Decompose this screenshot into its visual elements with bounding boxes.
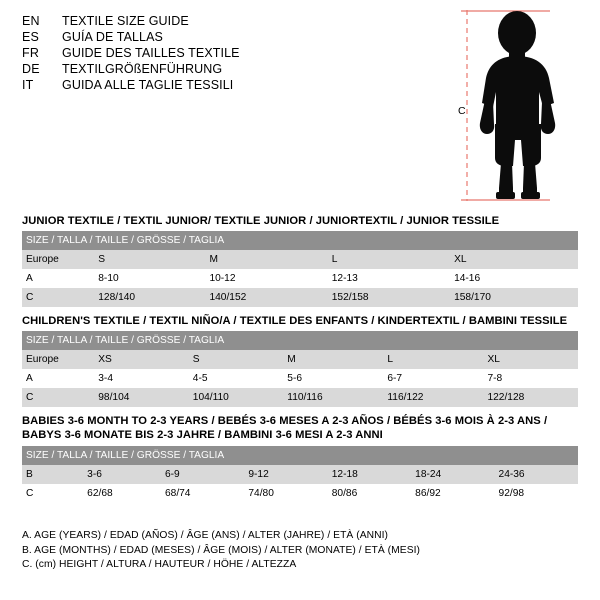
- table-cell: 8-10: [94, 269, 205, 288]
- table-cell: A: [22, 369, 94, 388]
- table-row: [22, 484, 578, 503]
- table-cell: 3-6: [83, 465, 161, 484]
- section-junior-textile: [22, 215, 578, 307]
- table-cell: 68/74: [161, 484, 244, 503]
- language-title: GUÍA DE TALLAS: [62, 30, 163, 44]
- table-cell: M: [205, 250, 327, 269]
- table-cell: 122/128: [483, 388, 578, 407]
- child-body-silhouette: [480, 11, 555, 199]
- legend-note: A. AGE (YEARS) / EDAD (AÑOS) / ÂGE (ANS) / ALTER (JAHRE) / ETÀ (ANNI): [22, 530, 388, 541]
- language-title: GUIDE DES TAILLES TEXTILE: [62, 46, 240, 60]
- table-cell: M: [283, 350, 383, 369]
- language-title: TEXTILGRÖßENFÜHRUNG: [62, 62, 223, 76]
- language-row: [22, 30, 452, 44]
- language-code: IT: [22, 78, 34, 92]
- table-cell: A: [22, 269, 94, 288]
- table-cell: 10-12: [205, 269, 327, 288]
- table-row: [22, 369, 578, 388]
- children-size-table: [22, 331, 578, 407]
- section-title: CHILDREN'S TEXTILE / TEXTIL NIÑO/A / TEXTILE DES ENFANTS / KINDERTEXTIL / BAMBINI TESSILE: [22, 315, 568, 327]
- section-title: BABIES 3-6 MONTH TO 2-3 YEARS / BEBÉS 3-6 MESES A 2-3 AÑOS / BÉBÉS 3-6 MOIS À 2-3 ANS / BABYS 3-6 MONATE BIS 2-3 JAHRE / BAMBINI 3-6 MESI A 2-3 ANNI: [22, 415, 548, 441]
- table-cell: 86/92: [411, 484, 494, 503]
- table-cell: 152/158: [328, 288, 450, 307]
- table-cell: 14-16: [450, 269, 578, 288]
- junior-size-table: [22, 231, 578, 307]
- table-cell: 74/80: [244, 484, 327, 503]
- language-code: DE: [22, 62, 40, 76]
- table-cell: 158/170: [450, 288, 578, 307]
- table-cell: 24-36: [495, 465, 578, 484]
- table-cell: S: [189, 350, 284, 369]
- language-header: [22, 14, 452, 94]
- table-row: [22, 465, 578, 484]
- table-cell: 5-6: [283, 369, 383, 388]
- table-cell: 92/98: [495, 484, 578, 503]
- legend-note: B. AGE (MONTHS) / EDAD (MESES) / ÂGE (MOIS) / ALTER (MONATE) / ETÀ (MESI): [22, 544, 421, 556]
- table-row: [22, 250, 578, 269]
- language-code: EN: [22, 14, 40, 28]
- language-row: [22, 46, 452, 60]
- table-cell: Europe: [22, 250, 94, 269]
- section-babies-textile: [22, 415, 578, 503]
- table-header-row: [22, 331, 578, 350]
- table-cell: C: [22, 484, 83, 503]
- section-title: JUNIOR TEXTILE / TEXTIL JUNIOR/ TEXTILE JUNIOR / JUNIORTEXTIL / JUNIOR TESSILE: [22, 215, 500, 227]
- table-cell: XL: [450, 250, 578, 269]
- table-cell: Europe: [22, 350, 94, 369]
- table-cell: 3-4: [94, 369, 189, 388]
- legend-note: C. (cm) HEIGHT / ALTURA / HAUTEUR / HÖHE / ALTEZZA: [22, 559, 297, 570]
- table-cell: 116/122: [383, 388, 483, 407]
- language-row: [22, 14, 452, 28]
- table-cell: 104/110: [189, 388, 284, 407]
- legend-notes: [22, 529, 578, 573]
- table-cell: B: [22, 465, 83, 484]
- child-silhouette-figure: [455, 8, 590, 203]
- table-cell: XS: [94, 350, 189, 369]
- table-cell: 6-9: [161, 465, 244, 484]
- table-header-cell: SIZE / TALLA / TAILLE / GRÖSSE / TAGLIA: [22, 446, 578, 465]
- table-cell: C: [22, 388, 94, 407]
- language-title: TEXTILE SIZE GUIDE: [62, 14, 189, 28]
- height-measure-label: C: [458, 105, 466, 117]
- table-cell: 4-5: [189, 369, 284, 388]
- table-cell: 9-12: [244, 465, 327, 484]
- language-row: [22, 62, 452, 76]
- table-cell: 62/68: [83, 484, 161, 503]
- table-header-row: [22, 446, 578, 465]
- table-cell: 6-7: [383, 369, 483, 388]
- table-header-cell: SIZE / TALLA / TAILLE / GRÖSSE / TAGLIA: [22, 331, 578, 350]
- table-row: [22, 350, 578, 369]
- table-cell: 128/140: [94, 288, 205, 307]
- table-cell: 12-18: [328, 465, 411, 484]
- table-row: [22, 269, 578, 288]
- table-cell: 98/104: [94, 388, 189, 407]
- table-cell: 18-24: [411, 465, 494, 484]
- language-code: FR: [22, 46, 40, 60]
- section-childrens-textile: [22, 315, 578, 407]
- table-cell: L: [328, 250, 450, 269]
- table-header-cell: SIZE / TALLA / TAILLE / GRÖSSE / TAGLIA: [22, 231, 578, 250]
- table-cell: S: [94, 250, 205, 269]
- table-row: [22, 388, 578, 407]
- table-header-row: [22, 231, 578, 250]
- table-cell: XL: [483, 350, 578, 369]
- babies-size-table: [22, 446, 578, 503]
- table-cell: C: [22, 288, 94, 307]
- table-cell: L: [383, 350, 483, 369]
- language-title: GUIDA ALLE TAGLIE TESSILI: [62, 78, 234, 92]
- table-cell: 80/86: [328, 484, 411, 503]
- table-row: [22, 288, 578, 307]
- table-cell: 140/152: [205, 288, 327, 307]
- language-code: ES: [22, 30, 40, 44]
- table-cell: 110/116: [283, 388, 383, 407]
- table-cell: 12-13: [328, 269, 450, 288]
- table-cell: 7-8: [483, 369, 578, 388]
- language-row: [22, 78, 452, 92]
